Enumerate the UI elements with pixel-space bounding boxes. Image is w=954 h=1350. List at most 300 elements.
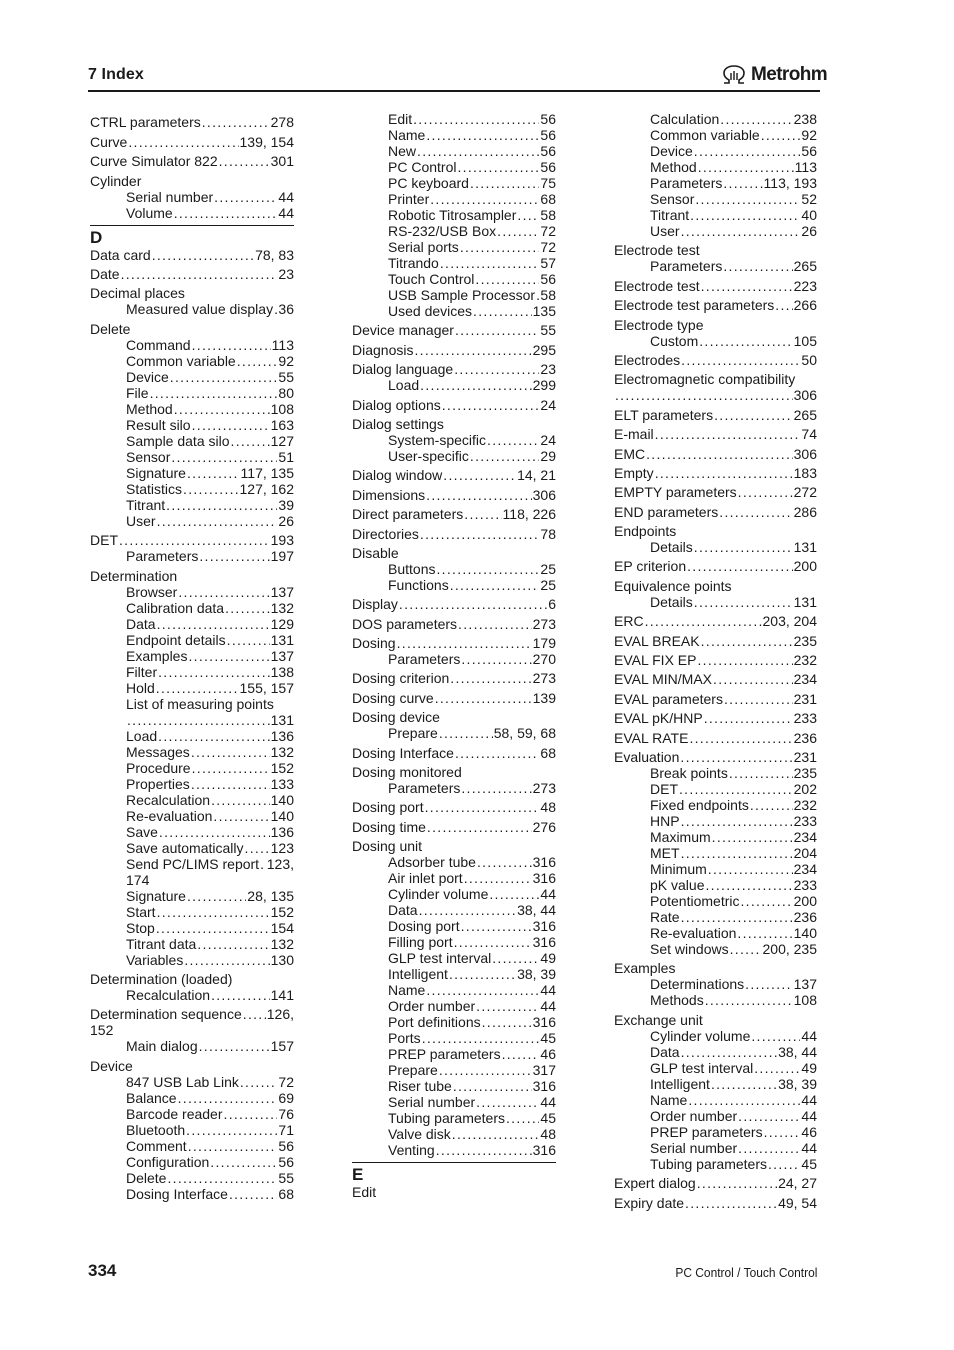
entry-term: Exchange unit <box>614 1011 703 1028</box>
index-subentry <box>352 111 556 127</box>
index-subentry <box>614 781 817 797</box>
dot-leader <box>199 548 269 564</box>
page-ref: 44 <box>540 1094 556 1111</box>
index-entry <box>90 1058 294 1074</box>
dot-leader <box>476 1094 539 1110</box>
dot-leader <box>615 387 793 403</box>
index-subentry <box>352 191 556 207</box>
entry-term: Expert dialog <box>614 1175 696 1192</box>
page-ref: 131 <box>793 593 817 610</box>
dot-leader <box>417 143 539 159</box>
index-entry <box>614 1195 817 1211</box>
entry-term: Cylinder volume <box>650 1027 751 1044</box>
index-subentry <box>614 223 817 239</box>
entry-term: Adsorber tube <box>388 854 476 871</box>
page-ref: 56 <box>278 1153 294 1170</box>
entry-term: Empty <box>614 464 654 481</box>
page-ref: 266 <box>793 297 817 314</box>
index-subentry <box>90 936 294 952</box>
dot-leader <box>681 909 793 925</box>
index-entry <box>614 446 817 462</box>
entry-term: Dosing device <box>352 709 440 726</box>
entry-term: Device manager <box>352 322 454 339</box>
index-subentry <box>90 792 294 808</box>
dot-leader <box>166 497 277 513</box>
page-ref: 108 <box>793 992 817 1009</box>
entry-term: Edit <box>352 1184 377 1201</box>
index-subentry <box>614 877 817 893</box>
page-ref: 38, 39 <box>778 1075 817 1092</box>
page-ref: 56 <box>801 143 817 159</box>
index-subentry <box>352 1110 556 1126</box>
dot-leader <box>492 950 539 966</box>
page-ref: 152 <box>270 903 294 920</box>
entry-term: Dialog window <box>352 467 443 484</box>
dot-leader <box>719 504 792 520</box>
page-ref: 232 <box>793 796 817 813</box>
dot-leader <box>655 465 793 481</box>
entry-term: Dosing Interface <box>126 1185 228 1202</box>
index-entry <box>352 799 556 815</box>
page-ref: 138 <box>270 663 294 680</box>
dot-leader <box>761 127 801 143</box>
entry-term: Parameters <box>126 548 199 565</box>
index-entry <box>352 487 556 503</box>
page-ref: 38, 39 <box>517 966 556 983</box>
index-subentry <box>90 987 294 1003</box>
entry-term: RS-232/USB Box <box>388 223 497 239</box>
entry-term: Volume <box>126 204 173 221</box>
page-ref: 133 <box>270 775 294 792</box>
dot-leader <box>187 888 246 904</box>
entry-term: Sample data silo <box>126 432 230 449</box>
index-subentry <box>90 1122 294 1138</box>
dot-leader <box>536 287 539 303</box>
entry-term: Endpoint details <box>126 631 226 648</box>
entry-term: ERC <box>614 613 644 630</box>
index-subentry <box>614 941 817 957</box>
dot-leader <box>751 1028 800 1044</box>
page-ref: 75 <box>540 175 556 191</box>
page-ref: 234 <box>793 860 817 877</box>
page-ref: 200 <box>793 558 817 575</box>
entry-term: Balance <box>126 1089 177 1106</box>
index-entry <box>352 526 556 542</box>
dot-leader <box>482 1014 532 1030</box>
page-ref: 234 <box>793 828 817 845</box>
index-subentry <box>614 191 817 207</box>
index-entry <box>90 247 294 263</box>
dot-leader <box>705 877 792 893</box>
page-ref: 273 <box>532 670 556 687</box>
entry-term: Order number <box>388 998 476 1015</box>
entry-term: END parameters <box>614 503 719 520</box>
entry-term: Electrodes <box>614 351 681 368</box>
index-entry <box>352 467 556 483</box>
dot-leader <box>157 513 278 529</box>
dot-leader <box>697 1175 777 1191</box>
page-ref: 52 <box>801 191 817 207</box>
index-subentry <box>614 258 817 274</box>
dot-leader <box>473 303 532 319</box>
entry-term: Tubing parameters <box>650 1155 767 1172</box>
dot-leader <box>681 352 800 368</box>
entry-term: DOS parameters <box>352 615 458 632</box>
entry-term: Maximum <box>650 828 711 845</box>
dot-leader <box>688 1092 800 1108</box>
index-subentry <box>352 175 556 191</box>
index-subentry <box>90 920 294 936</box>
index-subentry <box>90 952 294 968</box>
entry-term: Save automatically <box>126 839 244 856</box>
dot-leader <box>477 854 532 870</box>
index-subentry <box>352 287 556 303</box>
dot-leader <box>699 333 792 349</box>
index-subentry <box>90 433 294 449</box>
dot-leader <box>157 616 270 632</box>
entry-term: Messages <box>126 743 190 760</box>
entry-term: Break points <box>650 764 728 781</box>
dot-leader <box>171 449 277 465</box>
entry-term: Potentiometric <box>650 892 740 909</box>
page-ref: 163 <box>270 416 294 433</box>
entry-term: Robotic Titrosampler <box>388 207 517 223</box>
index-subentry <box>614 1028 817 1044</box>
index-entry <box>614 1175 817 1191</box>
brand-logo <box>721 64 827 86</box>
dot-leader <box>453 1078 532 1094</box>
entry-term: User <box>126 512 156 529</box>
index-subentry <box>352 159 556 175</box>
dot-leader <box>157 904 270 920</box>
page-ref: 71 <box>278 1121 294 1138</box>
entry-term: Save <box>126 823 158 840</box>
page-ref: 45 <box>540 1110 556 1127</box>
entry-term: DET <box>650 780 678 797</box>
page-ref: 69 <box>278 1089 294 1106</box>
dot-leader <box>183 481 238 497</box>
page-ref: 78 <box>540 525 556 542</box>
entry-term: ELT parameters <box>614 406 714 423</box>
index-subentry <box>614 1076 817 1092</box>
entry-term: Rate <box>650 908 680 925</box>
page-ref: 123 <box>270 839 294 856</box>
entry-term: EP criterion <box>614 558 687 575</box>
entry-term: Data card <box>90 246 151 263</box>
entry-term: Titrando <box>388 255 439 271</box>
dot-leader <box>128 134 238 150</box>
entry-term: Dosing unit <box>352 838 423 855</box>
page-ref: 276 <box>532 818 556 835</box>
index-subentry <box>352 1046 556 1062</box>
entry-term: Methods <box>650 992 704 1009</box>
entry-term: Name <box>388 982 426 999</box>
entry-term: Diagnosis <box>352 341 414 358</box>
entry-term: Used devices <box>388 303 473 319</box>
entry-term: Main dialog <box>126 1038 198 1055</box>
letter-heading: D <box>90 225 294 247</box>
index-subentry <box>90 856 294 872</box>
dot-leader <box>450 577 540 593</box>
index-subentry <box>614 1140 817 1156</box>
dot-leader <box>158 728 269 744</box>
dot-leader <box>502 1046 540 1062</box>
entry-term: Edit <box>388 111 413 127</box>
index-subentry <box>614 765 817 781</box>
entry-term: 174 <box>126 871 150 888</box>
dot-leader <box>436 561 539 577</box>
index-subentry <box>352 271 556 287</box>
index-subentry <box>614 845 817 861</box>
page-ref: 24 <box>540 396 556 413</box>
entry-term: Calculation <box>650 111 720 127</box>
entry-term: Comment <box>126 1137 187 1154</box>
page-ref: 127 <box>270 432 294 449</box>
page-ref: 154 <box>270 919 294 936</box>
index-entry <box>352 342 556 358</box>
index-entry <box>614 1012 817 1028</box>
page-ref: 265 <box>793 406 817 423</box>
entry-term: Dosing monitored <box>352 764 462 781</box>
index-subentry <box>90 600 294 616</box>
index-entry <box>90 285 294 301</box>
dot-leader <box>214 189 277 205</box>
index-subentry <box>614 127 817 143</box>
entry-term: HNP <box>650 812 680 829</box>
page-number: 334 <box>88 1261 117 1280</box>
index-subentry <box>614 893 817 909</box>
entry-term: Venting <box>388 1142 435 1159</box>
dot-leader <box>191 744 270 760</box>
dot-leader <box>436 1142 532 1158</box>
page-ref: 6 <box>548 596 556 613</box>
entry-term: Buttons <box>388 560 436 577</box>
index-subentry <box>90 728 294 744</box>
entry-term: CTRL parameters <box>90 114 201 131</box>
page-ref: 155, 157 <box>239 679 294 696</box>
entry-term: Decimal places <box>90 285 185 302</box>
dot-leader <box>156 920 270 936</box>
index-column-3 <box>614 111 817 1211</box>
dot-leader <box>184 952 269 968</box>
page-ref: 131 <box>270 631 294 648</box>
dot-leader <box>426 487 532 503</box>
dot-leader <box>178 584 269 600</box>
index-subentry <box>90 872 294 888</box>
dot-leader <box>738 484 793 500</box>
index-subentry <box>90 513 294 529</box>
index-entry <box>614 613 817 629</box>
dot-leader <box>426 127 539 143</box>
entry-term: Common variable <box>650 127 760 143</box>
page-ref: 317 <box>532 1062 556 1079</box>
page-ref: 141 <box>270 986 294 1003</box>
brand-name: Metrohm <box>751 64 828 85</box>
index-entry <box>614 426 817 442</box>
entry-term: EVAL MIN/MAX <box>614 671 713 688</box>
index-entry <box>614 297 817 313</box>
entry-term: Date <box>90 265 120 282</box>
entry-term: Determination (loaded) <box>90 970 233 987</box>
dot-leader <box>202 114 270 130</box>
index-entry <box>614 749 817 765</box>
dot-leader <box>422 1030 540 1046</box>
index-entry <box>614 691 817 707</box>
dot-leader <box>646 446 793 462</box>
index-entry <box>614 652 817 668</box>
page-ref: 72 <box>540 239 556 255</box>
page-ref: 56 <box>540 111 556 127</box>
dot-leader <box>464 506 501 522</box>
page-ref: 48 <box>540 799 556 816</box>
entry-term: Curve Simulator 822 <box>90 153 218 170</box>
entry-term: Dosing port <box>352 799 424 816</box>
dot-leader <box>156 680 239 696</box>
entry-term: Procedure <box>126 759 191 776</box>
dot-leader <box>506 1110 539 1126</box>
page-ref: 126, <box>266 1006 294 1023</box>
index-subentry <box>352 127 556 143</box>
dot-leader <box>178 1090 278 1106</box>
entry-term: Electrode test parameters <box>614 297 775 314</box>
index-subentry <box>614 111 817 127</box>
dot-leader <box>738 1140 800 1156</box>
entry-term: Re-evaluation <box>650 924 737 941</box>
entry-term: Sensor <box>126 448 171 465</box>
entry-term: Parameters <box>388 780 461 797</box>
index-subentry <box>352 918 556 934</box>
index-subentry <box>90 1074 294 1090</box>
index-subentry <box>352 966 556 982</box>
page-ref: 270 <box>532 651 556 668</box>
index-entry <box>352 709 556 725</box>
dot-leader <box>225 600 270 616</box>
page-ref: 92 <box>278 352 294 369</box>
page-ref: 44 <box>801 1107 817 1124</box>
dot-leader <box>397 635 532 651</box>
entry-term: Expiry date <box>614 1194 685 1211</box>
dot-leader <box>681 1044 777 1060</box>
dot-leader <box>210 1154 277 1170</box>
entry-term: PC keyboard <box>388 175 469 191</box>
entry-term: Start <box>126 903 156 920</box>
page-ref: 38, 44 <box>778 1043 817 1060</box>
entry-term: Titrant <box>126 496 166 513</box>
entry-term: USB Sample Processor <box>388 287 536 303</box>
page-ref: 48 <box>540 1126 556 1143</box>
entry-term: Common variable <box>126 352 236 369</box>
index-entry <box>90 153 294 169</box>
page-ref: 193 <box>270 532 294 549</box>
entry-term: Functions <box>388 576 449 593</box>
page-ref: 127, 162 <box>239 480 294 497</box>
index-entry <box>352 596 556 612</box>
index-subentry <box>90 1106 294 1122</box>
page-ref: 40 <box>801 207 817 223</box>
page-ref: 236 <box>793 729 817 746</box>
index-subentry <box>90 840 294 856</box>
dot-leader <box>442 397 540 413</box>
dot-leader <box>475 271 539 287</box>
page-ref: 58, 59, 68 <box>493 725 556 742</box>
dot-leader <box>213 808 269 824</box>
index-entry <box>614 960 817 976</box>
index-subentry <box>614 143 817 159</box>
entry-term: Electrode test <box>614 242 700 259</box>
dot-leader <box>457 159 539 175</box>
page-ref: 136 <box>270 727 294 744</box>
entry-term: Statistics <box>126 480 183 497</box>
page-ref: 306 <box>532 486 556 503</box>
page-ref: 136 <box>270 823 294 840</box>
index-entry <box>614 710 817 726</box>
page-ref: 316 <box>532 1078 556 1095</box>
dot-leader <box>188 1138 278 1154</box>
entry-term: E-mail <box>614 426 654 443</box>
entry-term: System-specific <box>388 431 487 448</box>
page-ref: 56 <box>540 159 556 175</box>
dot-leader <box>427 819 532 835</box>
page-ref: 137 <box>270 583 294 600</box>
dot-leader <box>127 712 270 728</box>
dot-leader <box>705 992 793 1008</box>
entry-term: Recalculation <box>126 986 211 1003</box>
entry-term: Set windows <box>650 940 729 957</box>
entry-term: Dialog language <box>352 361 454 378</box>
index-subentry <box>90 337 294 353</box>
page-ref: 233 <box>793 710 817 727</box>
dot-leader <box>704 710 793 726</box>
index-subentry <box>352 1094 556 1110</box>
page-ref: 49 <box>540 950 556 967</box>
entry-term: Titrant data <box>126 935 197 952</box>
index-subentry <box>614 925 817 941</box>
entry-term: Dosing Interface <box>352 744 454 761</box>
index-entry <box>614 578 817 594</box>
product-name: PC Control / Touch Control <box>674 1265 817 1280</box>
entry-term: Device <box>90 1057 133 1074</box>
dot-leader <box>711 1076 777 1092</box>
page-ref: 44 <box>540 886 556 903</box>
entry-term: EVAL FIX EP <box>614 652 697 669</box>
entry-term: New <box>388 143 417 159</box>
index-subentry <box>90 648 294 664</box>
index-entry <box>352 361 556 377</box>
index-subentry <box>614 992 817 1008</box>
index-subentry <box>90 1186 294 1202</box>
dot-leader <box>775 297 792 313</box>
entry-term: Cylinder volume <box>388 886 489 903</box>
entry-term: Electromagnetic compatibility <box>614 371 796 388</box>
index-subentry <box>352 577 556 593</box>
index-subentry <box>352 207 556 223</box>
page-ref: 45 <box>801 1155 817 1172</box>
entry-term: Name <box>388 127 426 143</box>
page-ref: 132 <box>270 935 294 952</box>
index-entry <box>90 568 294 584</box>
page-ref: 137 <box>793 976 817 993</box>
page-ref: 44 <box>540 982 556 999</box>
index-entry <box>90 173 294 189</box>
index-subentry <box>614 861 817 877</box>
index-subentry <box>90 616 294 632</box>
page-ref: 68 <box>278 1185 294 1202</box>
dot-leader <box>694 594 793 610</box>
index-entry <box>352 670 556 686</box>
index-subentry <box>90 369 294 385</box>
page-ref: 278 <box>270 114 294 131</box>
dot-leader <box>655 426 801 442</box>
